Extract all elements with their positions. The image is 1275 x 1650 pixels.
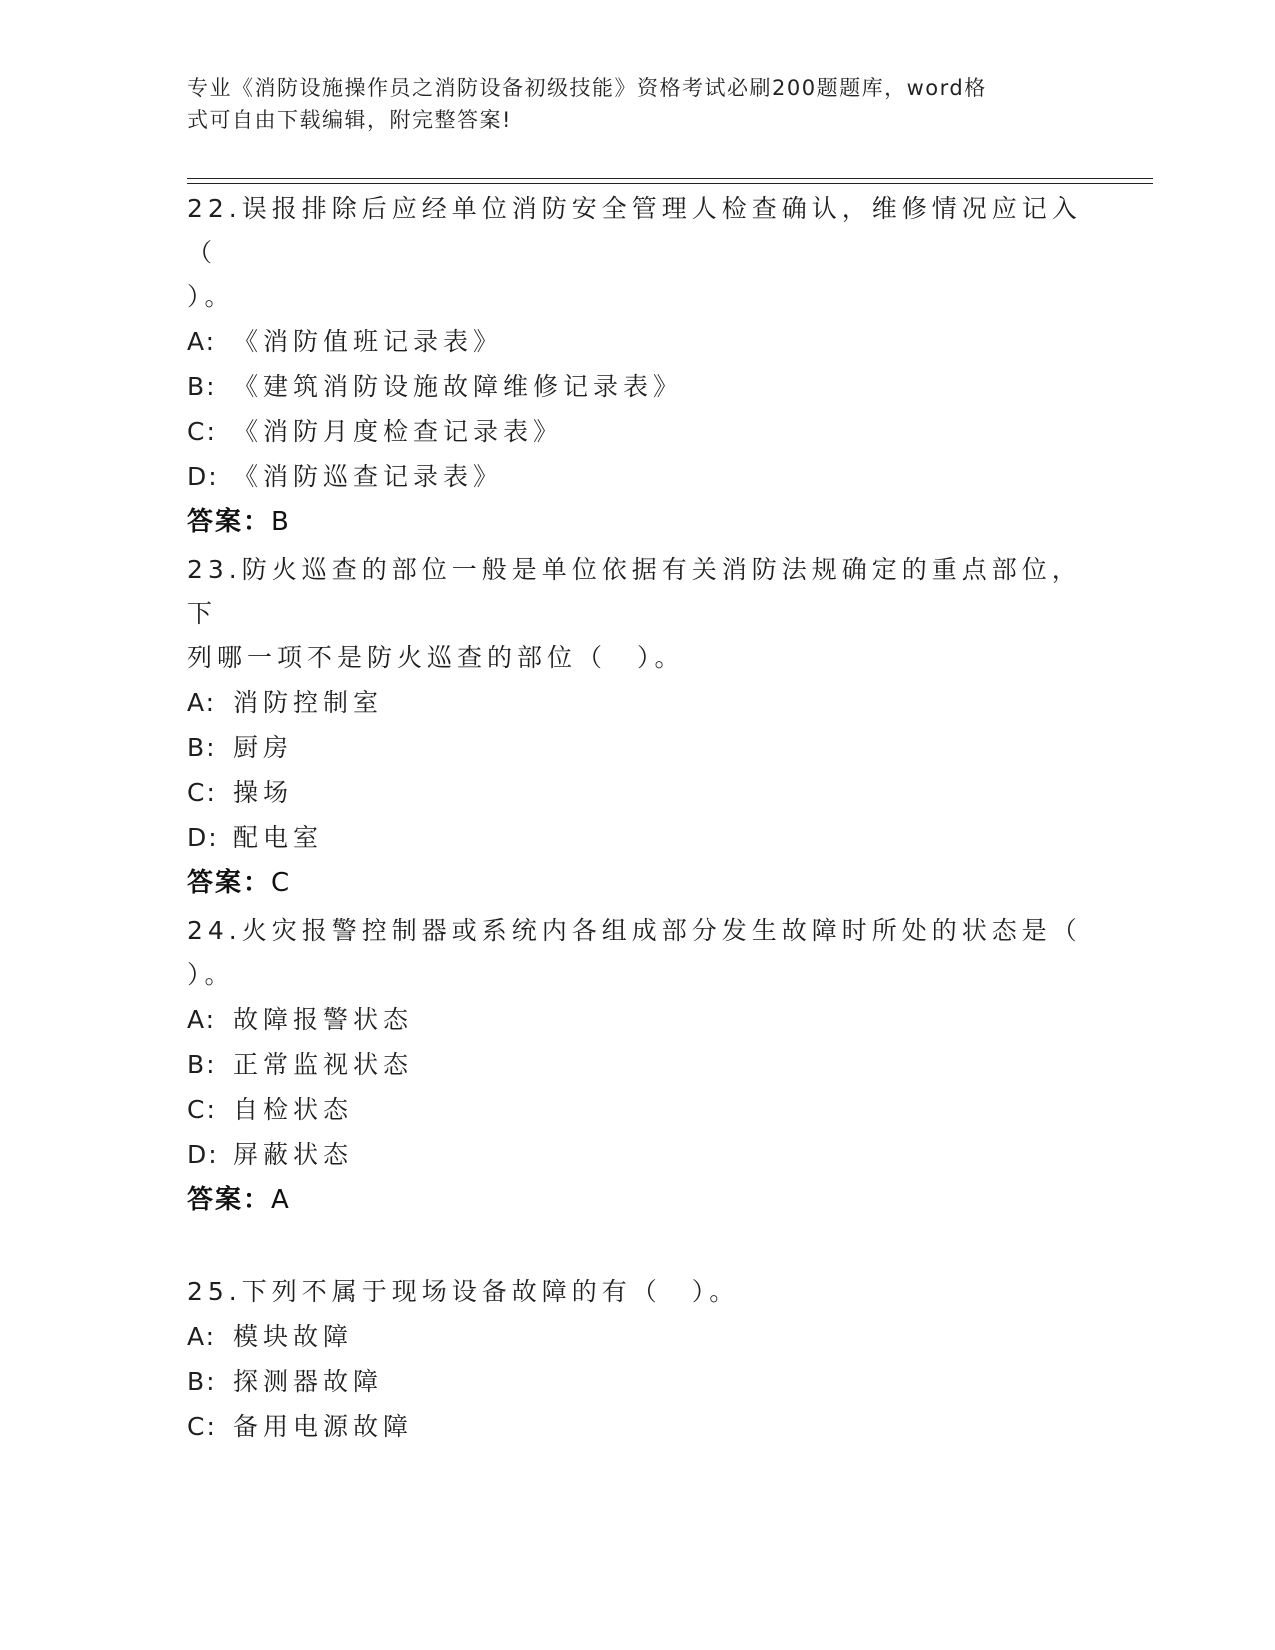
option-d <box>187 1132 1087 1177</box>
option-text: 探测器故障 <box>233 1367 384 1396</box>
question-stem-line: 25.下列不属于现场设备故障的有（ ）。 <box>187 1277 740 1306</box>
option-key: A: <box>187 688 217 717</box>
option-key: B: <box>187 1367 217 1396</box>
document-header <box>187 72 1067 136</box>
option-text: 操场 <box>233 778 294 807</box>
question-22 <box>187 187 1087 545</box>
option-key: B: <box>187 372 217 401</box>
question-stem-line: 列哪一项不是防火巡查的部位（ ）。 <box>187 643 685 672</box>
question-stem-line: 22.误报排除后应经单位消防安全管理人检查确认，维修情况应记入（ <box>187 194 1082 267</box>
answer-value: C <box>271 868 292 898</box>
option-text: 《消防值班记录表》 <box>233 327 504 356</box>
option-key: C: <box>187 1095 217 1124</box>
option-b <box>187 1359 1087 1404</box>
option-b <box>187 1042 1087 1087</box>
question-stem-line: 24.火灾报警控制器或系统内各组成部分发生故障时所处的状态是（ <box>187 916 1082 945</box>
option-key: C: <box>187 778 217 807</box>
option-key: B: <box>187 1050 217 1079</box>
option-text: 正常监视状态 <box>233 1050 414 1079</box>
option-c <box>187 770 1087 815</box>
option-key: C: <box>187 1412 217 1441</box>
question-stem-line: ）。 <box>187 282 235 311</box>
option-key: D: <box>187 462 219 491</box>
answer-label: 答案： <box>187 868 272 898</box>
option-text: 故障报警状态 <box>233 1005 414 1034</box>
option-text: 厨房 <box>233 733 294 762</box>
option-text: 模块故障 <box>233 1322 354 1351</box>
question-23 <box>187 548 1087 906</box>
answer-line <box>187 1177 1087 1223</box>
option-key: C: <box>187 417 217 446</box>
option-a <box>187 1314 1087 1359</box>
option-key: A: <box>187 1005 217 1034</box>
option-c <box>187 409 1087 454</box>
question-stem-line: ）。 <box>187 960 235 989</box>
option-text: 《建筑消防设施故障维修记录表》 <box>233 372 684 401</box>
option-text: 屏蔽状态 <box>233 1140 354 1169</box>
question-stem-line: 23.防火巡查的部位一般是单位依据有关消防法规确定的重点部位，下 <box>187 555 1082 628</box>
answer-line <box>187 860 1087 906</box>
option-key: D: <box>187 1140 219 1169</box>
option-a <box>187 680 1087 725</box>
option-a <box>187 997 1087 1042</box>
option-a <box>187 319 1087 364</box>
header-line-1: 专业《消防设施操作员之消防设备初级技能》资格考试必刷200题题库，word格 <box>187 76 987 100</box>
header-divider-bottom <box>187 183 1153 184</box>
option-key: B: <box>187 733 217 762</box>
option-d <box>187 815 1087 860</box>
answer-line <box>187 499 1087 545</box>
header-line-2: 式可自由下载编辑，附完整答案! <box>187 108 512 132</box>
option-key: D: <box>187 823 219 852</box>
option-text: 自检状态 <box>233 1095 354 1124</box>
answer-value: A <box>271 1185 291 1215</box>
option-key: A: <box>187 327 217 356</box>
answer-label: 答案： <box>187 507 272 537</box>
header-divider-top <box>187 178 1153 179</box>
option-text: 《消防巡查记录表》 <box>233 462 504 491</box>
question-24 <box>187 909 1087 1223</box>
option-text: 配电室 <box>233 823 324 852</box>
question-25 <box>187 1270 1087 1449</box>
option-key: A: <box>187 1322 217 1351</box>
answer-label: 答案： <box>187 1185 272 1215</box>
option-b <box>187 364 1087 409</box>
option-text: 消防控制室 <box>233 688 384 717</box>
option-c <box>187 1087 1087 1132</box>
option-d <box>187 454 1087 499</box>
answer-value: B <box>271 507 291 537</box>
option-text: 《消防月度检查记录表》 <box>233 417 564 446</box>
option-c <box>187 1404 1087 1449</box>
option-text: 备用电源故障 <box>233 1412 414 1441</box>
option-b <box>187 725 1087 770</box>
